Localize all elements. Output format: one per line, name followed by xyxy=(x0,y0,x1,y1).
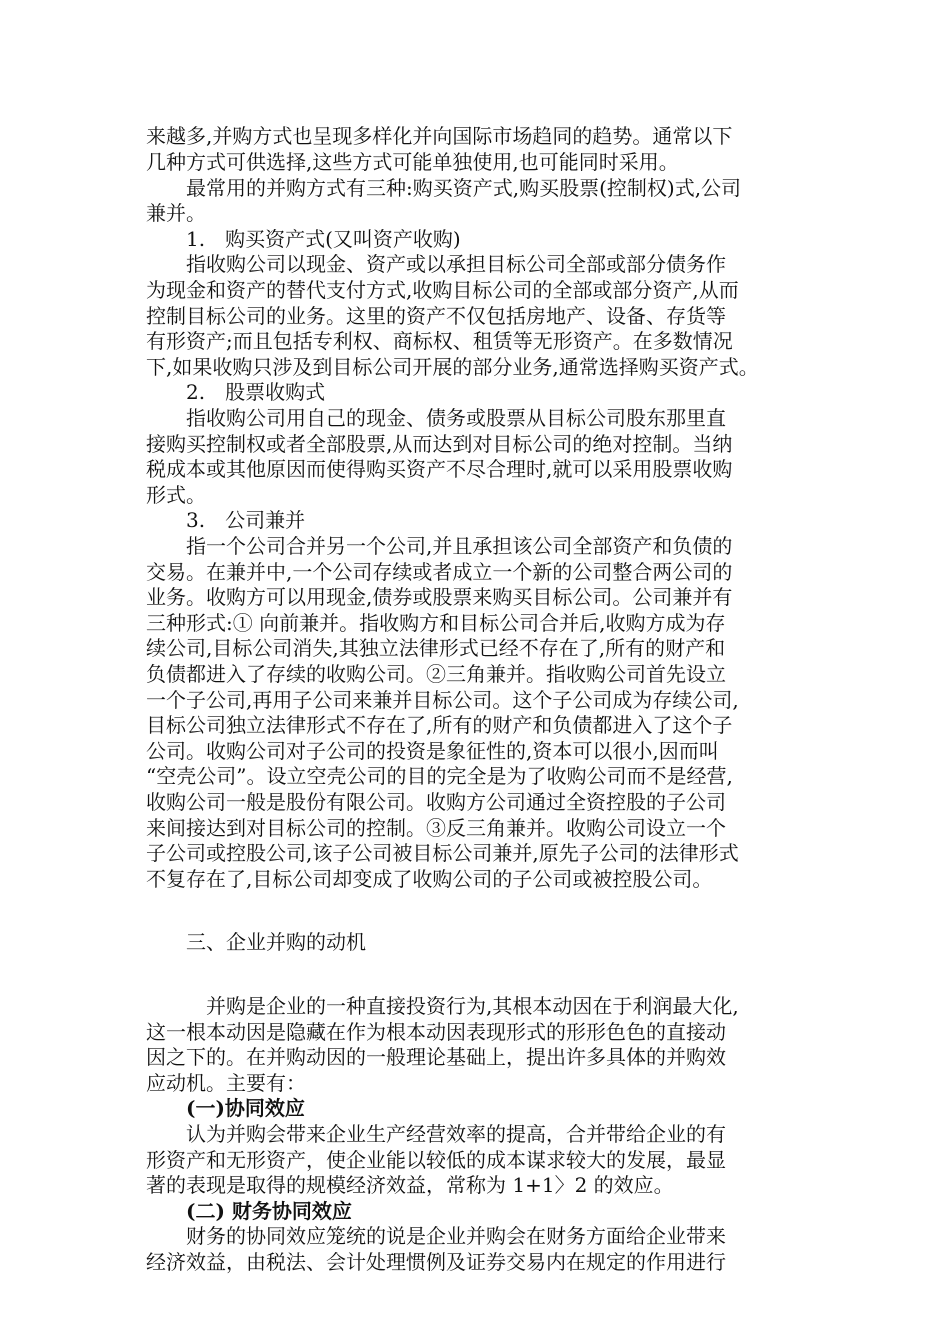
text-line: 交易。在兼并中,一个公司存续或者成立一个新的公司整合两公司的 xyxy=(146,560,733,584)
text-line: 最常用的并购方式有三种:购买资产式,购买股票(控制权)式,公司 xyxy=(146,176,742,200)
text-line: 有形资产;而且包括专利权、商标权、租赁等无形资产。在多数情况 xyxy=(146,329,733,353)
text-line: 续公司,目标公司消失,其独立法律形式已经不存在了,所有的财产和 xyxy=(146,636,726,660)
text-line: 目标公司独立法律形式不存在了,所有的财产和负债都进入了这个子 xyxy=(146,713,733,737)
text-line: 形资产和无形资产，使企业能以较低的成本谋求较大的发展，最显 xyxy=(146,1148,726,1172)
text-line: 指收购公司用自己的现金、债务或股票从目标公司股东那里直 xyxy=(146,406,726,430)
text-line: 指一个公司合并另一个公司,并且承担该公司全部资产和负债的 xyxy=(146,534,733,558)
text-line: 并购是企业的一种直接投资行为,其根本动因在于利润最大化, xyxy=(146,994,739,1018)
text-line: 收购公司一般是股份有限公司。收购方公司通过全资控股的子公司 xyxy=(146,790,726,814)
text-line: 一个子公司,再用子公司来兼并目标公司。这个子公司成为存续公司, xyxy=(146,688,739,712)
text-line: 下,如果收购只涉及到目标公司开展的部分业务,通常选择购买资产式。 xyxy=(146,355,759,379)
text-line: 公司。收购公司对子公司的投资是象征性的,资本可以很小,因而叫 xyxy=(146,739,719,763)
text-line: 因之下的。在并购动因的一般理论基础上，提出许多具体的并购效 xyxy=(146,1045,726,1069)
text-line: 子公司或控股公司,该子公司被目标公司兼并,原先子公司的法律形式 xyxy=(146,841,739,865)
text-line: 著的表现是取得的规模经济效益，常称为 1+1〉2 的效应。 xyxy=(146,1173,674,1197)
text-line: 应动机。主要有： xyxy=(146,1071,306,1095)
text-line: 接购买控制权或者全部股票,从而达到对目标公司的绝对控制。当纳 xyxy=(146,432,733,456)
subsection-heading: (二) 财务协同效应 xyxy=(146,1199,352,1223)
subsection-heading: (一)协同效应 xyxy=(146,1096,305,1120)
section-heading: 1. 购买资产式(又叫资产收购) xyxy=(146,227,461,251)
text-line: 控制目标公司的业务。这里的资产不仅包括房地产、设备、存货等 xyxy=(146,304,726,328)
text-line: “空壳公司”。设立空壳公司的目的完全是为了收购公司而不是经营, xyxy=(146,764,733,788)
text-line: 指收购公司以现金、资产或以承担目标公司全部或部分债务作 xyxy=(146,252,726,276)
section-heading: 3. 公司兼并 xyxy=(146,508,306,532)
text-line: 认为并购会带来企业生产经营效率的提高，合并带给企业的有 xyxy=(146,1122,726,1146)
text-line: 来间接达到对目标公司的控制。③反三角兼并。收购公司设立一个 xyxy=(146,816,726,840)
text-line: 税成本或其他原因而使得购买资产不尽合理时,就可以采用股票收购 xyxy=(146,457,733,481)
text-line: 不复存在了,目标公司却变成了收购公司的子公司或被控股公司。 xyxy=(146,867,713,891)
text-line: 形式。 xyxy=(146,483,206,507)
text-line: 这一根本动因是隐藏在作为根本动因表现形式的形形色色的直接动 xyxy=(146,1020,726,1044)
text-line: 负债都进入了存续的收购公司。②三角兼并。指收购公司首先设立 xyxy=(146,662,726,686)
section-heading: 三、企业并购的动机 xyxy=(146,930,366,954)
text-line: 业务。收购方可以用现金,债券或股票来购买目标公司。公司兼并有 xyxy=(146,585,733,609)
text-line: 几种方式可供选择,这些方式可能单独使用,也可能同时采用。 xyxy=(146,150,679,174)
text-line: 财务的协同效应笼统的说是企业并购会在财务方面给企业带来 xyxy=(146,1224,726,1248)
text-line: 来越多,并购方式也呈现多样化并向国际市场趋同的趋势。通常以下 xyxy=(146,124,733,148)
text-line: 兼并。 xyxy=(146,201,206,225)
text-line: 为现金和资产的替代支付方式,收购目标公司的全部或部分资产,从而 xyxy=(146,278,739,302)
text-line: 三种形式:① 向前兼并。指收购方和目标公司合并后,收购方成为存 xyxy=(146,611,726,635)
section-heading: 2. 股票收购式 xyxy=(146,380,326,404)
text-line: 经济效益，由税法、会计处理惯例及证券交易内在规定的作用进行 xyxy=(146,1250,726,1274)
